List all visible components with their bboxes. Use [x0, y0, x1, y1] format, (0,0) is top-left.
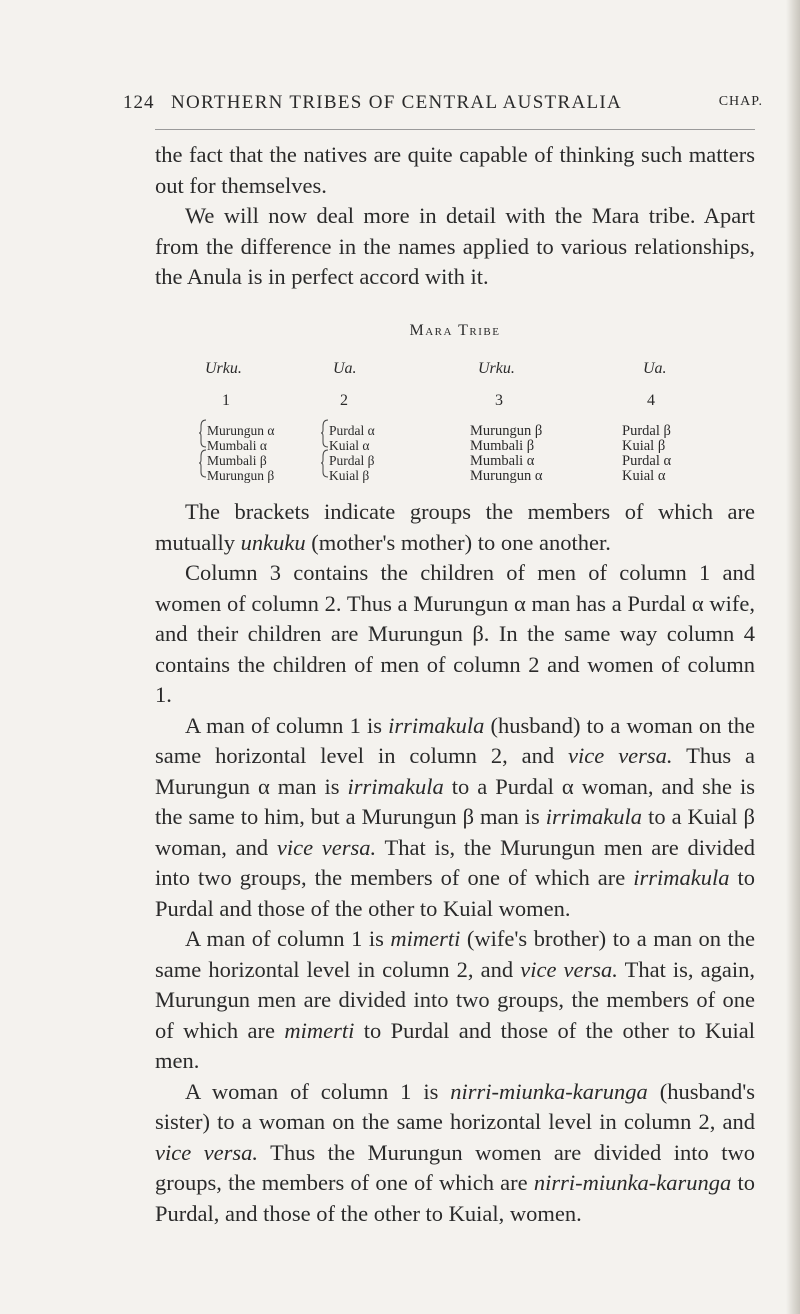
paragraph-6: A man of column 1 is mimerti (wife's brother) to a man on the same horizontal level in column 2, and vice versa. That is, again, Murungun men are divided into two groups, the members of one of which are mimerti to Purdal and those of the other to Kuial men.: [155, 926, 755, 1073]
paragraph-2: We will now deal more in detail with the Mara tribe. Apart from the difference in the names applied to various relationships, the Anula is in perfect accord with it.: [155, 203, 755, 289]
header-rule: [155, 129, 755, 130]
column-header: Ua.: [643, 360, 667, 377]
table-cell: Purdal β: [622, 423, 671, 439]
running-title: NORTHERN TRIBES OF CENTRAL AUSTRALIA: [171, 92, 623, 113]
table-cell: Kuial α: [622, 468, 666, 484]
table-title: Mara Tribe: [409, 322, 501, 339]
table-cell: Kuial β: [329, 468, 370, 483]
main-text: [155, 497, 755, 1229]
table-cell: Murungun α: [207, 423, 275, 438]
table-cell: Kuial β: [622, 438, 666, 454]
chapter-abbrev: CHAP.: [718, 94, 763, 109]
table-cell: Kuial α: [329, 438, 370, 453]
page-number: 124: [123, 92, 155, 113]
paragraph-4: Column 3 contains the children of men of column 1 and women of column 2. Thus a Murungun α man has a Purdal α wife, and their children are Murungun β. In the same way column 4 contains the children of men of column 2 and women of column 1.: [155, 560, 755, 707]
column-header: Ua.: [333, 360, 357, 377]
column-number: 2: [340, 392, 348, 409]
table-cell: Murungun β: [470, 423, 543, 439]
paragraph-7: A woman of column 1 is nirri-miunka-karunga (husband's sister) to a woman on the same horizontal level in column 2, and vice versa. Thus the Murungun women are divided into two groups, the members of one of which are nirri-miunka-karunga to Purdal, and those of the other to Kuial, women.: [155, 1078, 756, 1226]
table-cell: Purdal β: [329, 453, 375, 468]
paragraph-3: The brackets indicate groups the members of which are mutually unkuku (mother's mother) to one another.: [155, 499, 755, 555]
table-cell: Murungun β: [207, 468, 275, 483]
page-edge-shadow: [786, 0, 800, 1314]
table-cell: Mumbali α: [470, 453, 535, 469]
column-number: 4: [647, 392, 655, 409]
column-number: 1: [222, 392, 230, 409]
table-cell: Purdal α: [622, 453, 672, 469]
column-header: Urku.: [478, 360, 515, 377]
column-header: Urku.: [205, 360, 242, 377]
column-number: 3: [495, 392, 503, 409]
table-cell: Mumbali β: [207, 453, 267, 468]
paragraph-1: the fact that the natives are quite capable of thinking such matters out for themselves.: [155, 142, 755, 198]
table-cell: Purdal α: [329, 423, 375, 438]
table-cell: Murungun α: [470, 468, 543, 484]
intro-text: [155, 140, 755, 293]
table-cell: Mumbali α: [207, 438, 267, 453]
table-cell: Mumbali β: [470, 438, 535, 454]
paragraph-5: A man of column 1 is irrimakula (husband) to a woman on the same horizontal level in column 2, and vice versa. Thus a Murungun α man is irrimakula to a Purdal α woman, and she is the same to him, but a Murungun β man is irrimakula to a Kuial β woman, and vice versa. That is, the Murungun men are divided into two groups, the members of one of which are irrimakula to Purdal and those of the other to Kuial women.: [155, 712, 756, 921]
